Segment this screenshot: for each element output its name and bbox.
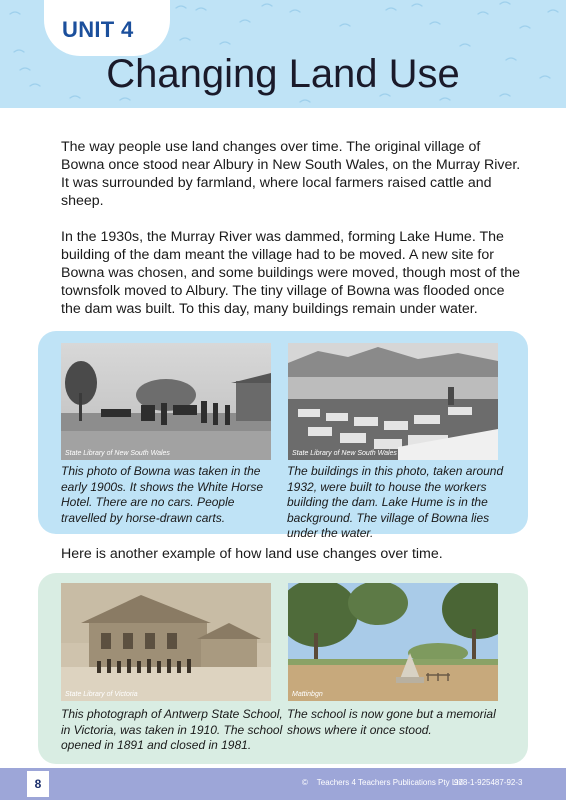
photo-bowna-workers-camp: [288, 343, 498, 460]
photo-credit: State Library of New South Wales: [65, 450, 170, 457]
bowna-street-image: [61, 343, 271, 460]
isbn: 978-1-925487-92-3: [454, 778, 523, 787]
memorial-caption: The school is now gone but a memorial shows where it once stood.: [287, 707, 496, 737]
page-number: 8: [27, 771, 49, 797]
photo-bowna-street: [61, 343, 271, 460]
publisher-name: [302, 778, 463, 787]
bowna-street-caption: This photo of Bowna was taken in the early 1900s. It shows the White Horse Hotel. There are no cars. People travelled by horse-drawn carts.: [61, 464, 264, 525]
workers-camp-image: [288, 343, 498, 460]
copyright-icon: ©: [302, 778, 308, 787]
photo-credit: State Library of New South Wales: [292, 450, 397, 457]
antwerp-school-caption: This photograph of Antwerp State School, in Victoria, was taken in 1910. The school opened in 1891 and closed in 1981.: [61, 707, 283, 753]
photo-credit: State Library of Victoria: [65, 691, 138, 698]
intro-paragraph-1: The way people use land changes over time. The original village of Bowna once stood near Albury in New South Wales, on the Murray River. It was surrounded by farmland, where local farmers raised cattle and sheep.: [61, 139, 521, 209]
memorial-site-image: [288, 583, 498, 701]
page-footer: [0, 768, 566, 800]
unit-header-banner: [0, 0, 566, 108]
unit-label: UNIT 4: [62, 17, 134, 42]
antwerp-school-image: [61, 583, 271, 701]
intro-paragraph-2: In the 1930s, the Murray River was dammed, forming Lake Hume. The building of the dam meant the village had to be moved. A new site for Bowna was chosen, and some buildings were moved, though most of the townsfolk moved to Albury. The tiny village of Bowna was flooded once the dam was built. To this day, many buildings remain under water.: [61, 229, 520, 317]
photo-credit: Mattinbgn: [292, 691, 323, 698]
publisher-text: Teachers 4 Teachers Publications Pty Ltd: [316, 778, 463, 787]
transition-text: Here is another example of how land use changes over time.: [61, 546, 443, 562]
workers-camp-caption: The buildings in this photo, taken around 1932, were built to house the workers building the dam. Lake Hume is in the background. The village of Bowna lies under the water.: [287, 464, 504, 541]
photo-antwerp-school: [61, 583, 271, 701]
page-title: Changing Land Use: [106, 52, 460, 96]
photo-memorial-site: [288, 583, 498, 701]
